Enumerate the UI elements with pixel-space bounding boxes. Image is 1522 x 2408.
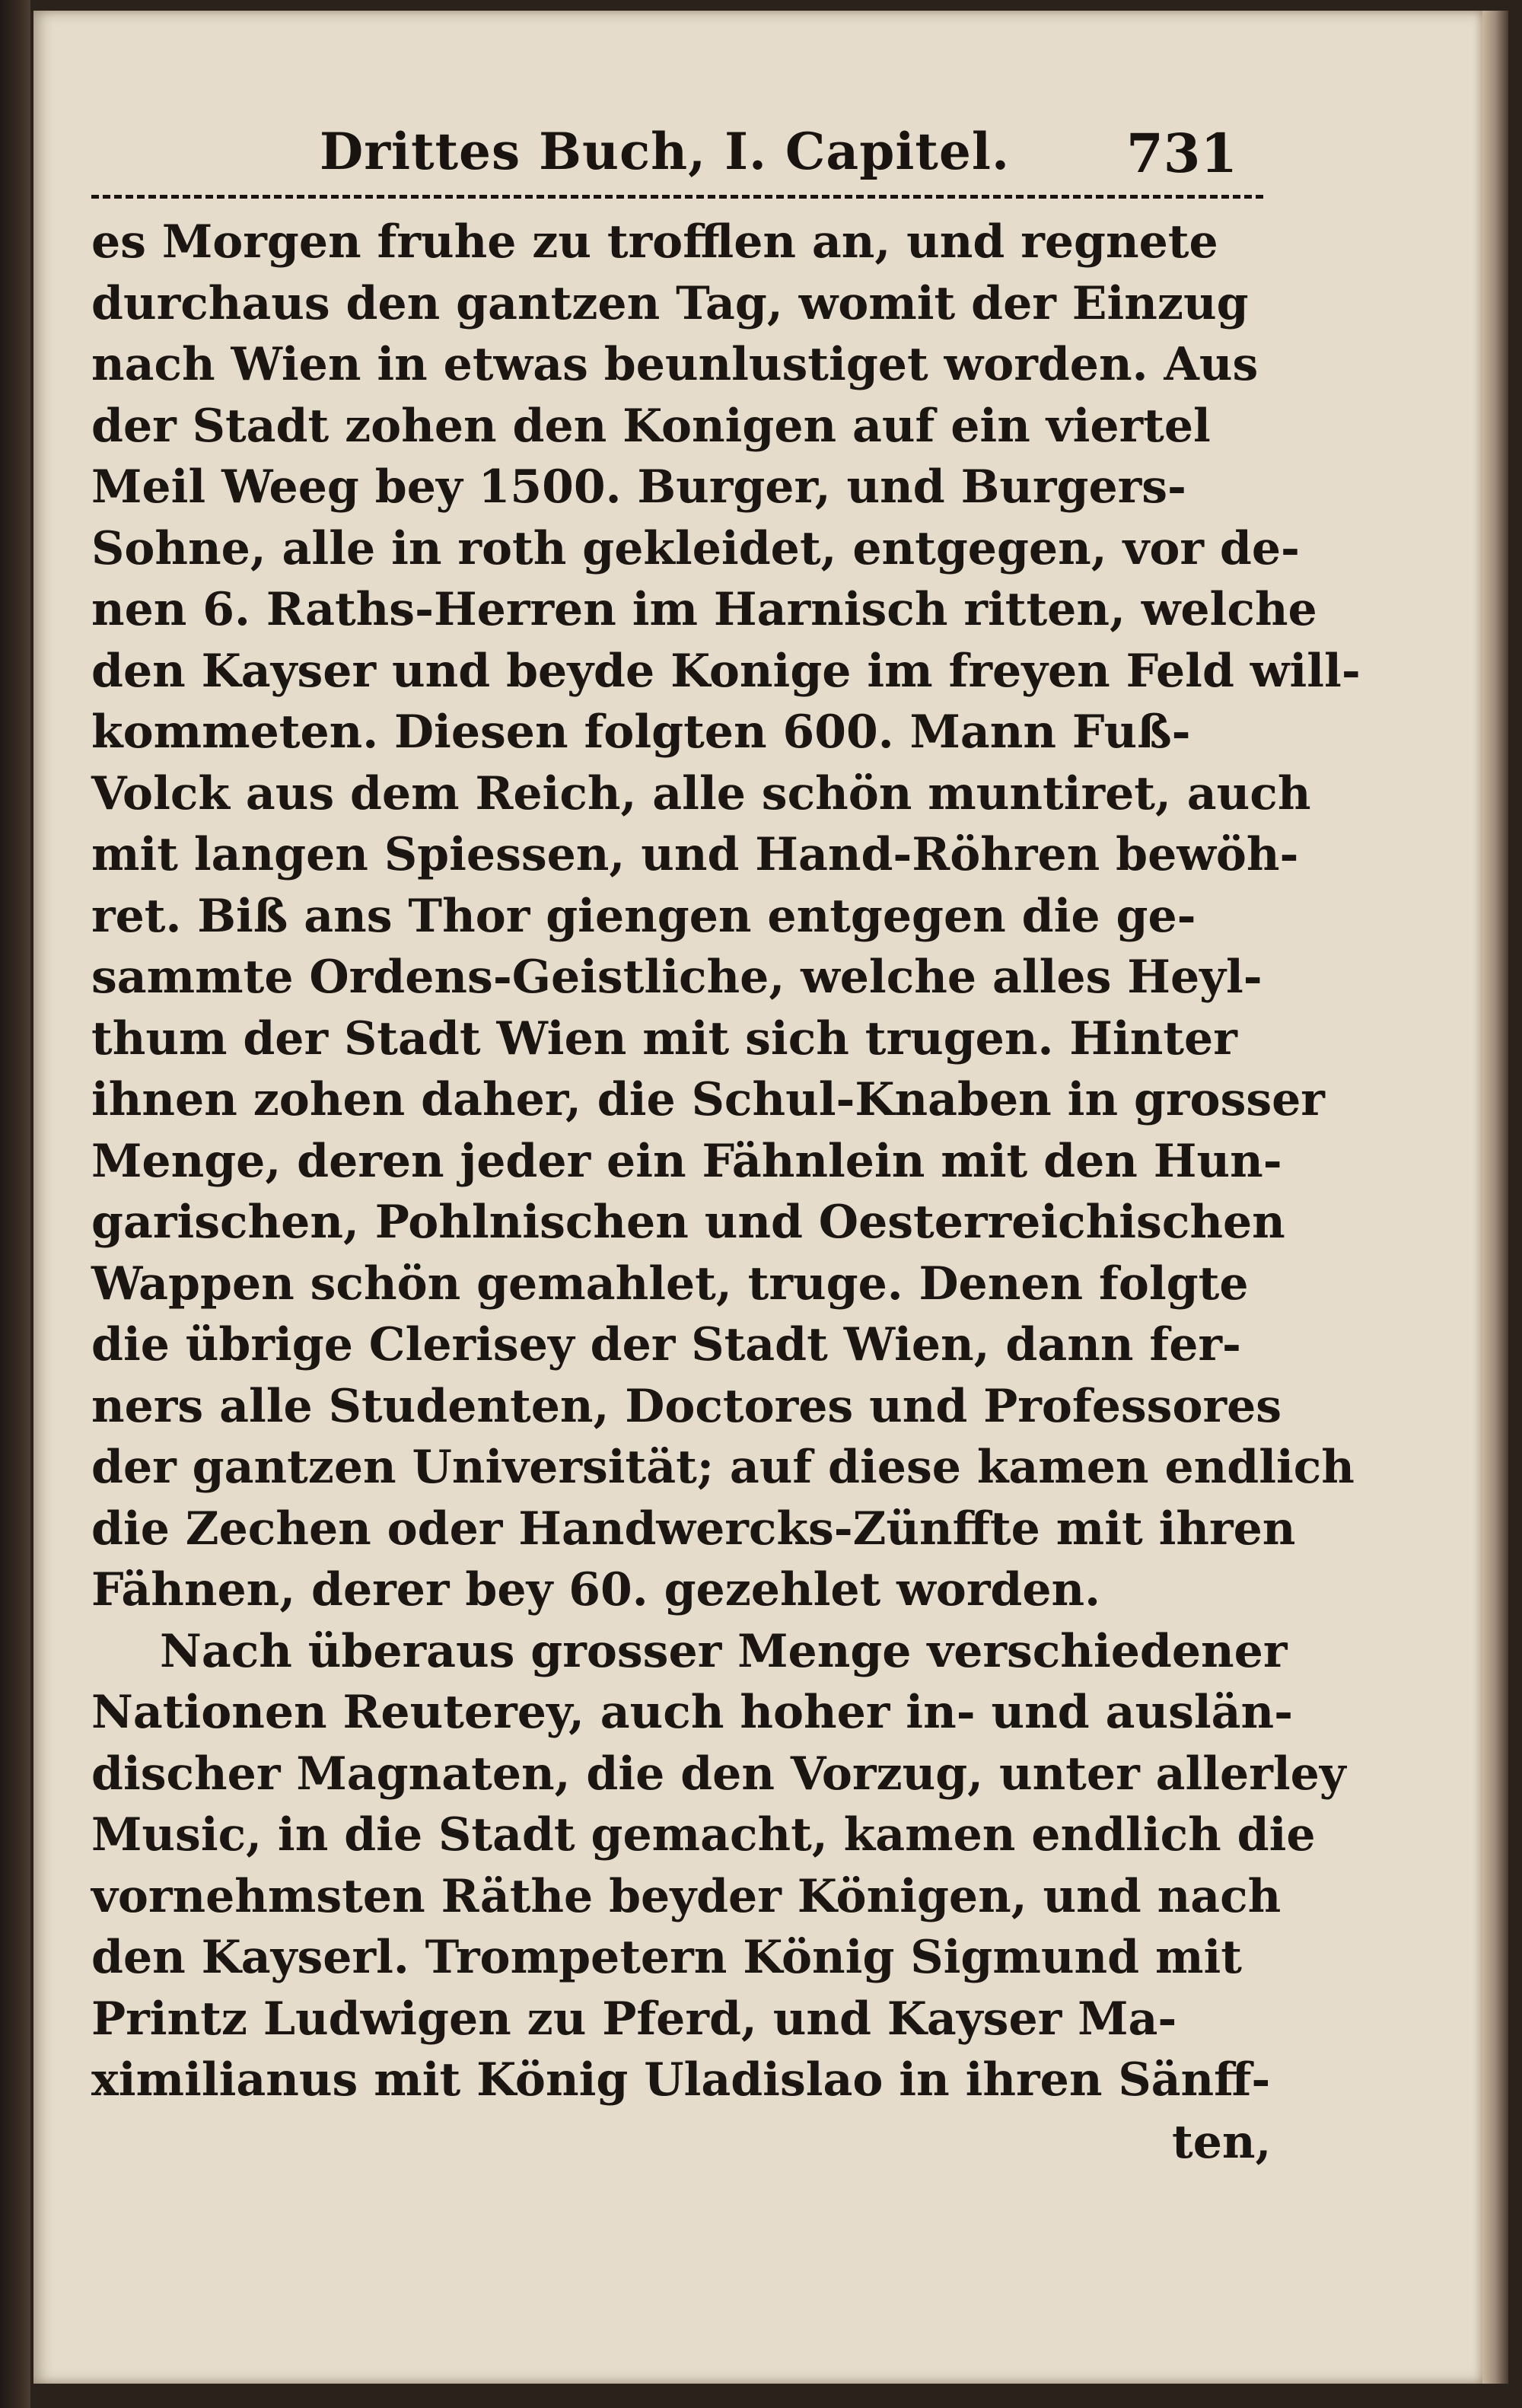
text-line: Wappen schön gemahlet, truge. Denen folgte (91, 1257, 1249, 1311)
book-spine-edge (0, 0, 30, 2408)
text-line: ihnen zohen daher, die Schul-Knaben in grosser (91, 1073, 1325, 1126)
paragraph-start-line: Nach überaus grosser Menge verschiedener (160, 1624, 1288, 1678)
text-line: Sohne, alle in roth gekleidet, entgegen, vor de- (91, 521, 1300, 575)
text-line: mit langen Spiessen, und Hand-Röhren bewöh- (91, 828, 1299, 881)
text-line: garischen, Pohlnischen und Oesterreichischen (91, 1196, 1285, 1249)
text-line: den Kayser und beyde Konige im freyen Feld will- (91, 644, 1361, 698)
text-line: nen 6. Raths-Herren im Harnisch ritten, welche (91, 583, 1317, 636)
text-line: discher Magnaten, die den Vorzug, unter allerley (91, 1747, 1346, 1801)
text-line: den Kayserl. Trompetern König Sigmund mit (91, 1931, 1242, 1984)
text-line: Meil Weeg bey 1500. Burger, und Burgers- (91, 460, 1186, 514)
text-line: die übrige Clerisey der Stadt Wien, dann fer- (91, 1318, 1241, 1371)
text-line: Menge, deren jeder ein Fähnlein mit den Hun- (91, 1134, 1282, 1188)
text-line: der Stadt zohen den Konigen auf ein viertel (91, 399, 1211, 453)
text-line: durchaus den gantzen Tag, womit der Einzug (91, 276, 1249, 330)
text-line: Volck aus dem Reich, alle schön muntiret, auch (91, 766, 1311, 820)
text-line: nach Wien in etwas beunlustiget worden. Aus (91, 338, 1259, 391)
text-line: ximilianus mit König Uladislao in ihren Sänff- (91, 2053, 1271, 2107)
text-line: ners alle Studenten, Doctores und Professores (91, 1379, 1282, 1433)
text-line: der gantzen Universität; auf diese kamen endlich (91, 1441, 1355, 1494)
page-edge-shadow (1482, 11, 1508, 2384)
text-line: es Morgen fruhe zu trofflen an, und regnete (91, 215, 1218, 269)
header-rule (91, 195, 1263, 199)
text-line: Nationen Reuterey, auch hoher in- und auslän- (91, 1686, 1294, 1739)
catchword: ten, (1172, 2116, 1272, 2169)
text-line: kommeten. Diesen folgten 600. Mann Fuß- (91, 706, 1191, 759)
text-line: Printz Ludwigen zu Pferd, und Kayser Ma- (91, 1992, 1177, 2046)
running-head: Drittes Buch, I. Capitel. (320, 122, 1010, 181)
page-header (91, 114, 1263, 205)
text-line: Fähnen, derer bey 60. gezehlet worden. (91, 1563, 1101, 1616)
page-number: 731 (1126, 122, 1238, 185)
text-line: sammte Ordens-Geistliche, welche alles Heyl- (91, 951, 1262, 1004)
text-line: vornehmsten Räthe beyder Königen, und nach (91, 1869, 1282, 1923)
text-line: die Zechen oder Handwercks-Zünffte mit ihren (91, 1502, 1296, 1556)
text-line: Music, in die Stadt gemacht, kamen endlich die (91, 1808, 1316, 1862)
text-line: ret. Biß ans Thor giengen entgegen die ge- (91, 889, 1196, 943)
text-line: thum der Stadt Wien mit sich trugen. Hinter (91, 1011, 1237, 1065)
body-text (91, 212, 1361, 2111)
